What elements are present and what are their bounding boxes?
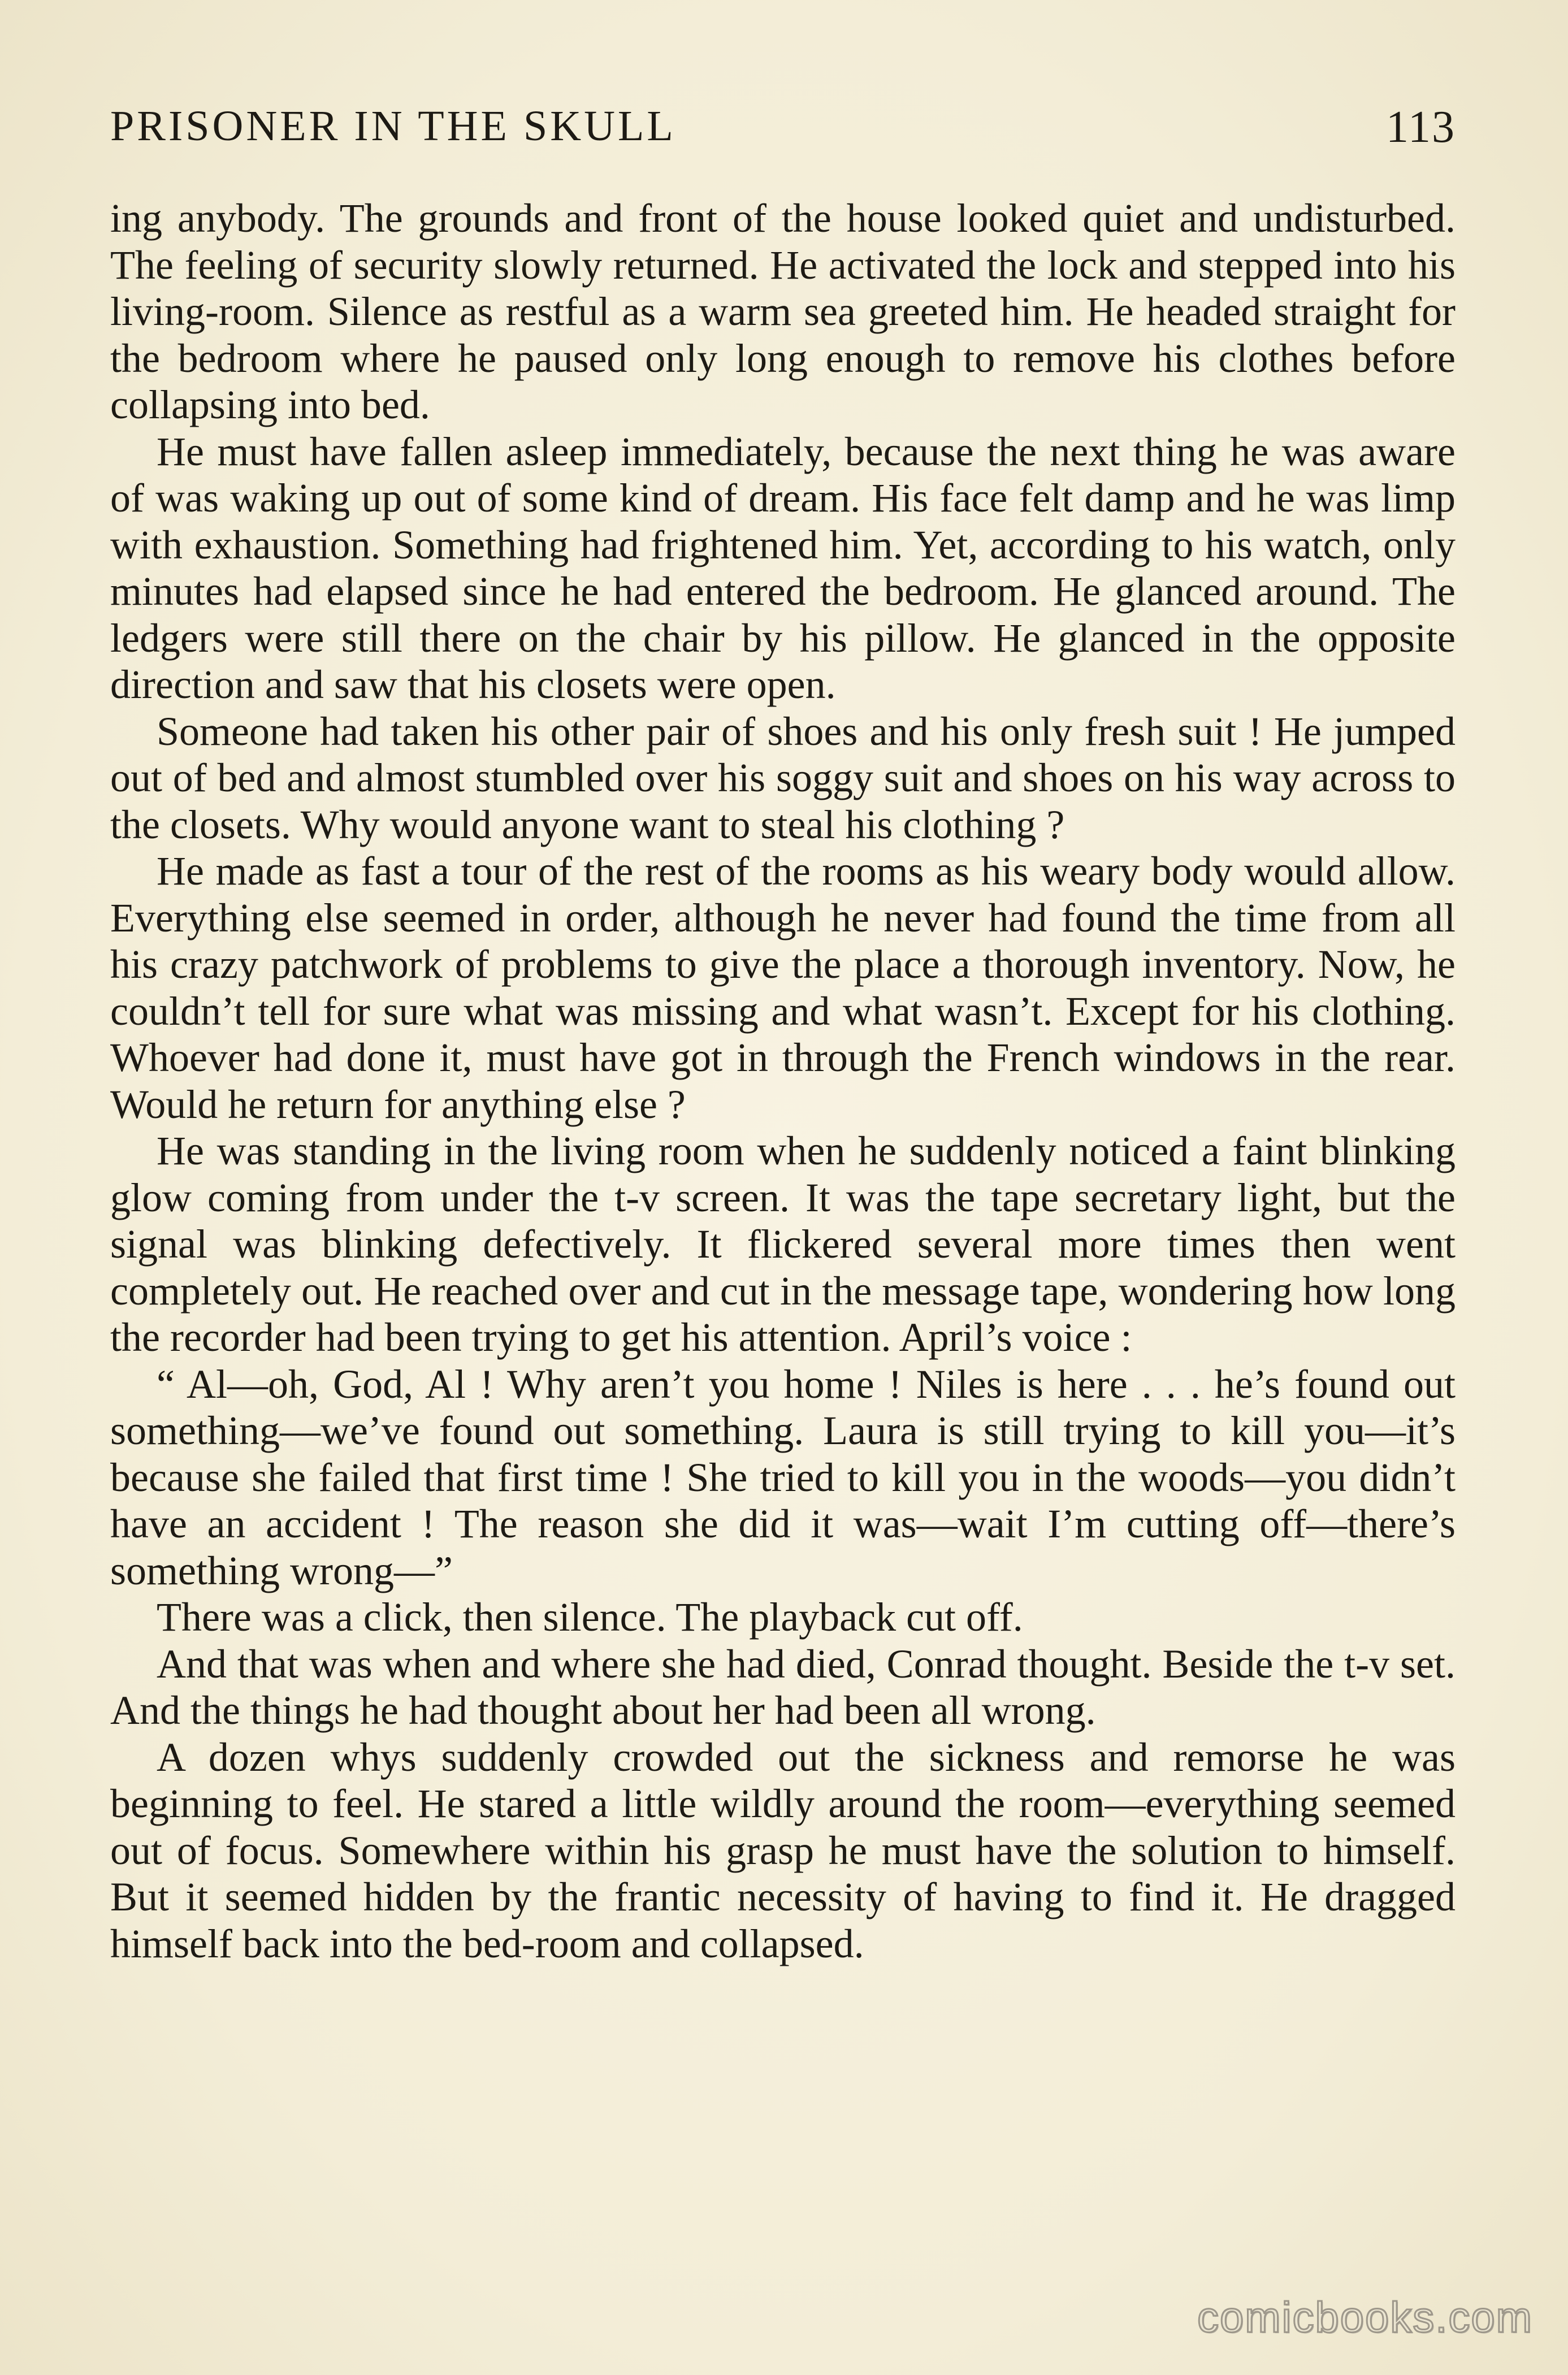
paragraph: He was standing in the living room when he suddenly noticed a faint blinking glow coming from under the t-v screen. It was the tape secretary light, but the signal was blinking defectively. It flickered several more times then went completely out. He reached over and cut in the message tape, wondering how long the recorder had been trying to get his attention. April’s voice :	[110, 1128, 1456, 1360]
body-text	[110, 195, 1456, 1967]
paragraph: A dozen whys suddenly crowded out the sickness and remorse he was beginning to feel. He stared a little wildly around the room—everything seemed out of focus. Somewhere within his grasp he must have the solution to himself. But it seemed hidden by the frantic necessity of having to find it. He dragged himself back into the bed-room and collapsed.	[110, 1734, 1456, 1966]
page-number: 113	[1385, 102, 1456, 152]
paragraph: ing anybody. The grounds and front of the house looked quiet and undisturbed. The feeling of security slowly returned. He activated the lock and stepped into his living-room. Silence as restful as a warm sea greeted him. He headed straight for the bedroom where he paused only long enough to remove his clothes before collapsing into bed.	[110, 196, 1456, 427]
running-head	[110, 102, 1456, 153]
paragraph: He must have fallen asleep immediately, because the next thing he was aware of was waking up out of some kind of dream. His face felt damp and he was limp with exhaustion. Something had frightened him. Yet, according to his watch, only minutes had elapsed since he had entered the bedroom. He glanced around. The ledgers were still there on the chair by his pillow. He glanced in the opposite direction and saw that his closets were open.	[110, 428, 1456, 707]
paragraph: There was a click, then silence. The playback cut off.	[157, 1594, 1023, 1640]
paragraph: And that was when and where she had died, Conrad thought. Beside the t-v set. And the things he had thought about her had been all wrong.	[110, 1641, 1456, 1733]
paragraph: “ Al—oh, God, Al ! Why aren’t you home ! Niles is here . . . he’s found out something—we’ve found out something. Laura is still trying to kill you—it’s because she failed that first time ! She tried to kill you in the woods—you didn’t have an accident ! The reason she did it was—wait I’m cutting off—there’s something wrong—”	[110, 1361, 1456, 1593]
paragraph: He made as fast a tour of the rest of the rooms as his weary body would allow. Everything else seemed in order, although he never had found the time from all his crazy patchwork of problems to give the place a thorough inventory. Now, he couldn’t tell for sure what was missing and what wasn’t. Except for his clothing. Whoever had done it, must have got in through the French windows in the rear. Would he return for anything else ?	[110, 848, 1456, 1127]
chapter-title: PRISONER IN THE SKULL	[110, 102, 676, 150]
paragraph: Someone had taken his other pair of shoes and his only fresh suit ! He jumped out of bed and almost stumbled over his soggy suit and shoes on his way across to the closets. Why would anyone want to steal his clothing ?	[110, 708, 1456, 847]
watermark: comicbooks.com	[1197, 2294, 1533, 2342]
